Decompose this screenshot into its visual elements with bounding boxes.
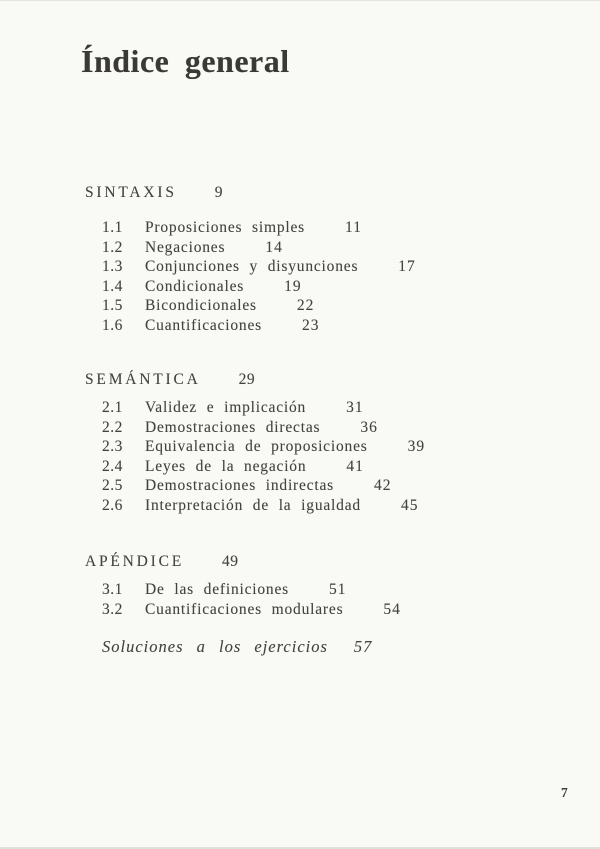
toc-item xyxy=(102,580,600,600)
toc-item xyxy=(102,277,600,297)
toc-item-title: Interpretación de la igualdad xyxy=(145,496,361,514)
toc-item-page: 23 xyxy=(301,316,320,334)
toc-item-page: 22 xyxy=(296,297,315,314)
toc-item-number: 2.1 xyxy=(102,399,123,416)
toc-section-semantica xyxy=(85,370,600,515)
toc-item-number: 2.5 xyxy=(102,477,123,494)
toc-item-title: Demostraciones indirectas xyxy=(145,477,334,494)
section-label: SINTAXIS xyxy=(85,184,177,201)
toc-item xyxy=(102,316,600,336)
toc-item-page: 17 xyxy=(398,258,416,275)
closing-page-number: 57 xyxy=(353,637,373,656)
toc-item-title: Cuantificaciones xyxy=(145,316,262,334)
toc-item-number: 2.3 xyxy=(102,438,123,455)
toc-item-page: 54 xyxy=(383,600,401,618)
toc-item-number: 2.4 xyxy=(102,457,123,475)
section-page-number: 9 xyxy=(214,184,224,201)
toc-item-number: 1.5 xyxy=(102,297,123,314)
toc-item xyxy=(102,398,600,418)
toc-item xyxy=(102,496,600,516)
toc-item-title: Proposiciones simples xyxy=(145,219,306,236)
toc-item-page: 45 xyxy=(400,496,419,514)
toc-item-page: 14 xyxy=(265,238,283,256)
toc-item-title: Equivalencia de proposiciones xyxy=(145,438,368,455)
toc-item-title: Cuantificaciones modulares xyxy=(145,600,344,618)
toc-item xyxy=(102,257,600,277)
toc-item-title: Bicondicionales xyxy=(145,297,257,314)
section-page-number: 49 xyxy=(222,553,239,570)
toc-item xyxy=(102,296,600,316)
section-label: SEMÁNTICA xyxy=(85,371,201,388)
toc-closing-entry xyxy=(102,637,600,657)
toc-item-number: 3.1 xyxy=(102,581,123,598)
toc-item xyxy=(102,437,600,457)
toc-item-number: 1.3 xyxy=(102,258,123,275)
toc-item-title: Conjunciones y disyunciones xyxy=(145,258,359,275)
folio-page-number: 7 xyxy=(561,785,568,800)
page-title: Índice general xyxy=(81,43,290,79)
toc-item xyxy=(102,218,600,238)
toc-item-number: 1.2 xyxy=(102,238,123,256)
toc-item-page: 39 xyxy=(407,438,426,455)
toc-item xyxy=(102,457,600,477)
closing-title: Soluciones a los ejercicios xyxy=(102,637,328,656)
toc-item-number: 2.6 xyxy=(102,496,123,514)
toc-section-sintaxis xyxy=(85,183,600,335)
toc-item-title: Negaciones xyxy=(145,238,226,256)
section-heading xyxy=(85,183,600,203)
section-items xyxy=(102,580,600,619)
toc-item xyxy=(102,418,600,438)
toc-item-title: Leyes de la negación xyxy=(145,457,307,475)
toc-item xyxy=(102,476,600,496)
toc-item-page: 51 xyxy=(329,581,347,598)
section-heading xyxy=(85,370,600,390)
toc-item-page: 31 xyxy=(346,399,364,416)
toc-item-page: 11 xyxy=(345,219,362,236)
section-items xyxy=(102,398,600,515)
section-page-number: 29 xyxy=(238,371,256,388)
toc-item-number: 1.4 xyxy=(102,277,123,295)
toc-item-number: 3.2 xyxy=(102,600,123,618)
section-heading xyxy=(85,552,600,572)
toc-item-title: Demostraciones directas xyxy=(145,418,321,436)
toc-item-title: Validez e implicación xyxy=(145,399,307,416)
toc-item xyxy=(102,600,600,620)
section-items xyxy=(102,218,600,335)
toc-item-number: 1.6 xyxy=(102,316,123,334)
toc-item-page: 41 xyxy=(346,457,364,475)
toc-item-title: Condicionales xyxy=(145,277,245,295)
toc-item-number: 2.2 xyxy=(102,418,123,436)
toc-section-apendice xyxy=(85,552,600,619)
scan-edge-top xyxy=(0,0,600,1)
toc-item-number: 1.1 xyxy=(102,219,123,236)
toc-item xyxy=(102,238,600,258)
toc-item-page: 36 xyxy=(360,418,378,436)
toc-item-page: 19 xyxy=(284,277,302,295)
section-label: APÉNDICE xyxy=(85,553,185,570)
toc-item-page: 42 xyxy=(373,477,392,494)
toc-item-title: De las definiciones xyxy=(145,581,289,598)
